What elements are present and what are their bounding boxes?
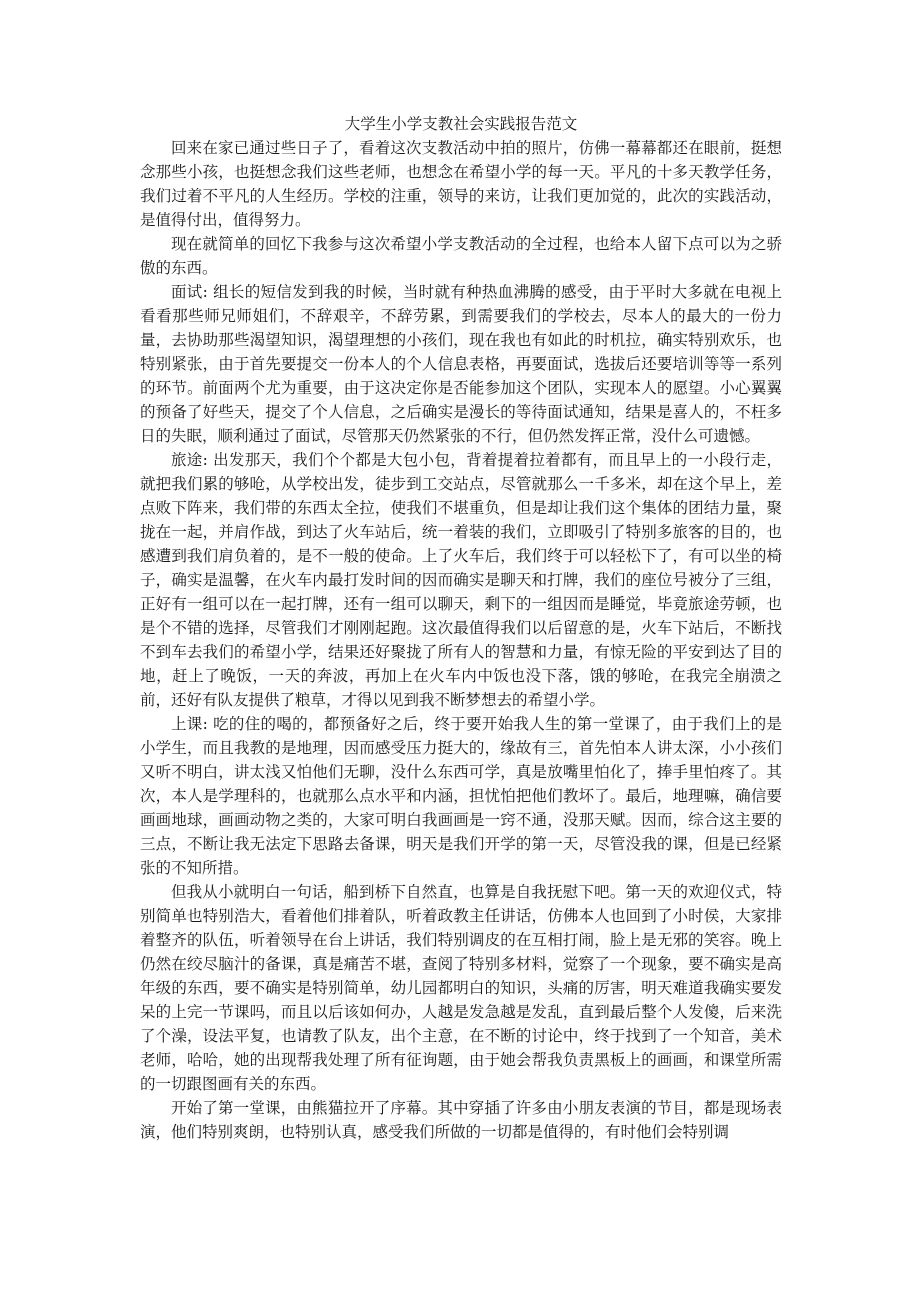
section-lead-journey: 旅途: bbox=[171, 451, 208, 469]
paragraph-text: 组长的短信发到我的时候，当时就有种热血沸腾的感受，由于平时大多就在电视上看看那些师兄师姐们，不辞艰辛，不辞劳累，到需要我们的学校去，尽本人的最大的一份力量，去协助那些渴望知识，渴望理想的小孩们，现在我也有如此的时机拉，确实特别欢乐，也特别紧张，由于首先要提交一份本人的个人信息表格，再要面试，选拔后还要培训等等一系列的环节。前面两个尤为重要，由于这决定你是否能参加这个团队，实现本人的愿望。小心翼翼的预备了好些天，提交了个人信息，之后确实是漫长的等待面试通知，结果是喜人的，不枉多日的失眠，顺利通过了面试，尽管那天仍然紧张的不行，但仍然发挥正常，没什么可遗憾。 bbox=[140, 283, 782, 445]
document-title: 大学生小学支教社会实践报告范文 bbox=[344, 115, 578, 133]
paragraph-text: 出发那天，我们个个都是大包小包，背着提着拉着都有，而且早上的一小段行走，就把我们累的够呛，从学校出发，徒步到工交站点，尽管就那么一千多米，却在这个早上，差点败下阵来，我们带的东西太全拉，使我们不堪重负，但是却让我们这个集体的团结力量，聚拢在一起，并肩作战，到达了火车站后，统一着装的我们，立即吸引了特别多旅客的目的，也感遭到我们肩负着的，是不一般的使命。上了火车后，我们终于可以轻松下了，有可以坐的椅子，确实是温馨，在火车内最打发时间的因而确实是聊天和打牌，我们的座位号被分了三组，正好有一组可以在一起打牌，还有一组可以聊天，剩下的一组因而是睡觉，毕竟旅途劳顿，也是个不错的选择，尽管我们才刚刚起跑。这次最值得我们以后留意的是，火车下站后，不断找不到车去我们的希望小学，结果还好聚拢了所有人的智慧和力量，有惊无险的平安到达了目的地，赶上了晚饭，一天的奔波，再加上在火车内中饭也没下落，饿的够呛，在我完全崩溃之前，还好有队友提供了粮草，才得以见到我不断梦想去的希望小学。 bbox=[140, 451, 782, 709]
paragraph-preparation bbox=[140, 880, 782, 1096]
paragraph-text: 回来在家已通过些日子了，看着这次支教活动中拍的照片，仿佛一幕幕都还在眼前，挺想念那些小孩，也挺想念我们这些老师，也想念在希望小学的每一天。平凡的十多天教学任务，我们过着不平凡的人生经历。学校的注重，领导的来访，让我们更加觉的，此次的实践活动，是值得付出，值得努力。 bbox=[140, 139, 782, 229]
paragraph-text: 现在就简单的回忆下我参与这次希望小学支教活动的全过程，也给本人留下点可以为之骄傲的东西。 bbox=[140, 235, 782, 277]
paragraph-interview bbox=[140, 280, 782, 448]
paragraph-journey bbox=[140, 448, 782, 712]
section-lead-class: 上课: bbox=[171, 715, 208, 733]
paragraph-text: 开始了第一堂课，由熊猫拉开了序幕。其中穿插了许多由小朋友表演的节目，都是现场表演，他们特别爽朗，也特别认真，感受我们所做的一切都是值得的，有时他们会特别调 bbox=[140, 1099, 782, 1141]
paragraph-overview bbox=[140, 232, 782, 280]
paragraph-class bbox=[140, 712, 782, 880]
paragraph-text: 吃的住的喝的，都预备好之后，终于要开始我人生的第一堂课了，由于我们上的是小学生，而且我教的是地理，因而感受压力挺大的，缘故有三，首先怕本人讲太深，小小孩们又听不明白，讲太浅又怕他们无聊，没什么东西可学，真是放嘴里怕化了，捧手里怕疼了。其次，本人是学理科的，也就那么点水平和内涵，担忧怕把他们教坏了。最后，地理嘛，确信要画画地球，画画动物之类的，大家可明白我画画是一窍不通，没那天赋。因而，综合这主要的三点，不断让我无法定下思路去备课，明天是我们开学的第一天，尽管没我的课，但是已经紧张的不知所措。 bbox=[140, 715, 782, 877]
document-page bbox=[140, 112, 782, 1144]
paragraph-intro bbox=[140, 136, 782, 232]
section-lead-interview: 面试: bbox=[171, 283, 208, 301]
paragraph-first-lesson bbox=[140, 1096, 782, 1144]
paragraph-text: 但我从小就明白一句话，船到桥下自然直，也算是自我抚慰下吧。第一天的欢迎仪式，特别简单也特别浩大，看着他们排着队，听着政教主任讲话，仿佛本人也回到了小时侯，大家排着整齐的队伍，听着领导在台上讲话，我们特别调皮的在互相打闹，脸上是无邪的笑容。晚上仍然在绞尽脑汁的备课，真是痛苦不堪，查阅了特别多材料，觉察了一个现象，要不确实是高年级的东西，要不确实是特别简单，幼儿园都明白的知识，头痛的厉害，明天难道我确实要发呆的上完一节课吗，而且以后该如何办，人越是发急越是发乱，直到最后整个人发傻，后来洗了个澡，设法平复，也请教了队友，出个主意，在不断的讨论中，终于找到了一个知音，美术老师，哈哈，她的出现帮我处理了所有征询题，由于她会帮我负责黑板上的画画，和课堂所需的一切跟图画有关的东西。 bbox=[140, 883, 782, 1093]
